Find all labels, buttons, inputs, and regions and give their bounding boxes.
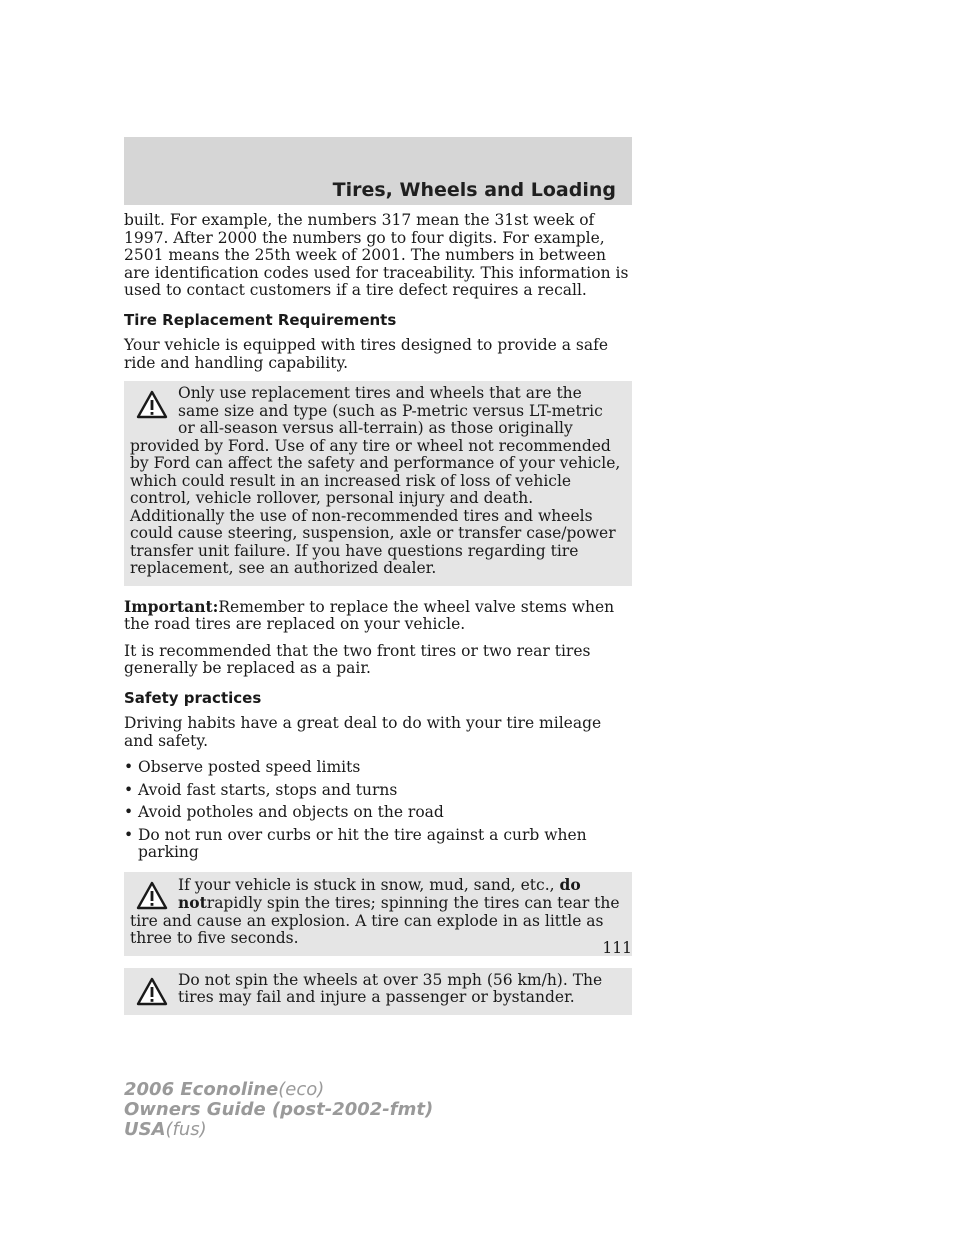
warning-text-part: rapidly spin the tires; spinning the tires can tear the tire and cause an explosion. A tire can explode in as little as three to five seconds. [130, 894, 620, 947]
replacement-paragraph: Your vehicle is equipped with tires designed to provide a safe ride and handling capability. [124, 336, 608, 372]
warning-emphasis: do not [178, 874, 581, 912]
footer-model-code: (eco) [278, 1079, 325, 1100]
footer-line-1 [124, 1080, 433, 1100]
recommendation-paragraph: It is recommended that the two front tires or two rear tires generally be replaced as a pair. [124, 641, 591, 677]
intro-paragraph: built. For example, the numbers 317 mean the 31st week of 1997. After 2000 the numbers go to four digits. For example, 2501 means the 25th week of 2001. The numbers in between are identification codes used for traceability. This information is used to contact customers if a tire defect requires a recall. [124, 211, 629, 299]
safety-list [124, 759, 632, 862]
warning-text-spin-speed: Do not spin the wheels at over 35 mph (56 km/h). The tires may fail and injure a passenger or bystander. [178, 970, 603, 1006]
footer-market-code: (fus) [165, 1119, 207, 1140]
page-number: 111 [602, 939, 632, 957]
footer-market: USA [124, 1119, 166, 1140]
footer-line-3 [124, 1120, 433, 1140]
warning-text-stuck [130, 876, 622, 948]
warning-text-replacement: Only use replacement tires and wheels that are the same size and type (such as P-metric versus LT-metric or all-season versus all-terrain) as those originally provided by Ford. Use of any tire or wheel not recommended by Ford can affect the safety and performance of your vehicle, which could result in an increased risk of loss of vehicle control, vehicle rollover, personal injury and death. Additionally the use of non-recommended tires and wheels could cause steering, suspension, axle or transfer case/power transfer unit failure. If you have questions regarding tire replacement, see an authorized dealer. [130, 384, 621, 577]
warning-box-spin-speed [124, 968, 632, 1015]
warning-triangle-icon [136, 880, 168, 912]
safety-paragraph: Driving habits have a great deal to do with your tire mileage and safety. [124, 714, 602, 750]
warning-triangle-icon [136, 389, 168, 421]
footer-model: 2006 Econoline [124, 1079, 279, 1100]
footer-line-2: Owners Guide (post-2002-fmt) [124, 1099, 434, 1120]
heading-tire-replacement: Tire Replacement Requirements [124, 310, 397, 329]
heading-safety-practices: Safety practices [124, 688, 262, 707]
page-content [124, 212, 632, 1027]
important-note [124, 598, 632, 634]
important-label: Important: [124, 596, 219, 616]
header-band [124, 137, 632, 205]
warning-triangle-icon [136, 976, 168, 1008]
section-title: Tires, Wheels and Loading [332, 179, 616, 201]
list-item: • Do not run over curbs or hit the tire against a curb when parking [124, 827, 632, 862]
warning-text-part: If your vehicle is stuck in snow, mud, sand, etc., [178, 875, 560, 894]
list-item: • Observe posted speed limits [124, 759, 632, 777]
list-item: • Avoid potholes and objects on the road [124, 804, 632, 822]
list-item: • Avoid fast starts, stops and turns [124, 782, 632, 800]
document-footer [124, 1080, 433, 1140]
warning-box-replacement [124, 381, 632, 586]
warning-box-stuck [124, 872, 632, 956]
important-text: Remember to replace the wheel valve stems when the road tires are replaced on your vehicle. [124, 597, 615, 633]
